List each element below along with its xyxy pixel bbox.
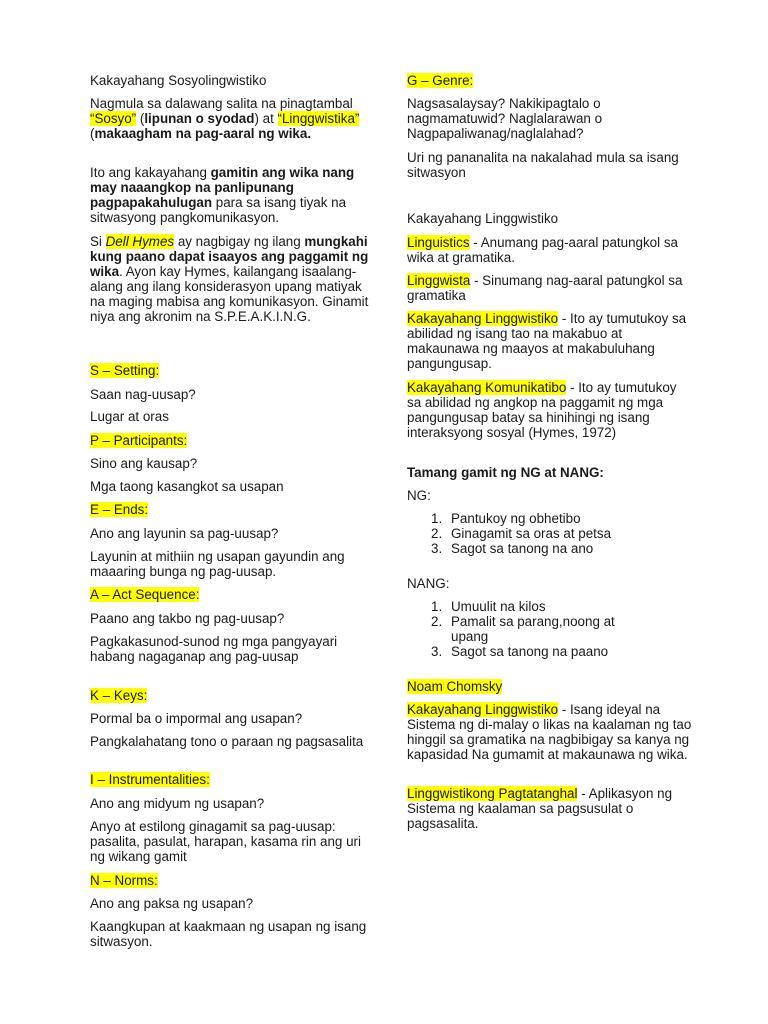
hymes-paragraph: Si Dell Hymes ay nagbigay ng ilang mungkahi kung paano dapat isaayos ang paggamit ng wika. Ayon kay Hymes, kailangang isaalang-alang ang ilang konsiderasyon upang matiyak na maging mabisa ang komunikasyon. Ginamit niya ang akronim na S.P.E.A.K.I.N.G. <box>90 234 369 324</box>
pagtatanghal-definition: Linggwistikong Pagtatanghal - Aplikasyon ng Sistema ng kaalaman sa pagsusulat o pagsasalita. <box>407 786 673 831</box>
act-sequence-heading: A – Act Sequence: <box>90 587 200 602</box>
norms-answer: Kaangkupan at kaakmaan ng usapan ng isang sitwasyon. <box>90 919 367 949</box>
participants-answer: Mga taong kasangkot sa usapan <box>90 479 284 494</box>
dell-hymes-highlight: Dell Hymes <box>105 234 175 249</box>
intro-paragraph: Nagmula sa dalawang salita na pinagtambal “Sosyo” (lipunan o syodad) at “Linggwistika” (makaagham na pag-aaral ng wika. <box>90 96 360 141</box>
linguistics-definition: Linguistics - Anumang pag-aaral patungkol sa wika at gramatika. <box>407 235 678 265</box>
list-item: 1. Pantukoy ng obhetibo <box>431 511 581 526</box>
norms-heading: N – Norms: <box>90 873 158 888</box>
genre-question: Nagsasalaysay? Nakikipagtalo o nagmamatuwid? Naglalarawan o Nagpapaliwanag/naglalahad? <box>407 96 603 141</box>
setting-question: Saan nag-uusap? <box>90 387 196 402</box>
genre-heading: G – Genre: <box>407 73 474 88</box>
chomsky-linggwistiko-definition: Kakayahang Linggwistiko - Isang ideyal na Sistema ng di-malay o likas na kaalaman ng tao hinggil sa gramatika na nagbibigay sa kanya ng kapasidad Na gumamit at makaunawa ng wika. <box>407 702 692 762</box>
list-item: 2. Pamalit sa parang,noong at upang <box>431 614 615 644</box>
sosyo-highlight: “Sosyo” <box>90 111 137 126</box>
instrumentalities-heading: I – Instrumentalities: <box>90 772 210 787</box>
setting-answer: Lugar at oras <box>90 409 169 424</box>
definition-paragraph: Ito ang kakayahang gamitin ang wika nang may naaangkop na panlipunang pagpapakahulugan para sa isang tiyak na sitwasyong pangkomunikasyon. <box>90 165 355 225</box>
kakayahang-komunikatibo-definition: Kakayahang Komunikatibo - Ito ay tumutukoy sa abilidad ng angkop na paggamit ng mga pangungusap batay sa hinihingi ng isang interaksyong sosyal (Hymes, 1972) <box>407 380 677 440</box>
list-item: 3. Sagot sa tanong na ano <box>431 541 594 556</box>
list-item: 1. Umuulit na kilos <box>431 599 546 614</box>
kakayahang-linggwistiko-definition: Kakayahang Linggwistiko - Ito ay tumutukoy sa abilidad ng isang tao na makabuo at makaunawa ng maayos at makabuluhang pangungusap. <box>407 311 687 371</box>
participants-question: Sino ang kausap? <box>90 456 198 471</box>
sosyolingwistiko-title: Kakayahang Sosyolingwistiko <box>90 73 267 88</box>
linggwistiko-title: Kakayahang Linggwistiko <box>407 211 559 226</box>
instrumentalities-answer: Anyo at estilong ginagamit sa pag-uusap: pasalita, pasulat, harapan, kasama rin ang uri ng wikang gamit <box>90 819 361 864</box>
instrumentalities-question: Ano ang midyum ng usapan? <box>90 796 265 811</box>
ends-answer: Layunin at mithiin ng usapan gayundin ang maaaring bunga ng pag-uusap. <box>90 549 345 579</box>
genre-answer: Uri ng pananalita na nakalahad mula sa isang sitwasyon <box>407 150 679 180</box>
list-item: 3. Sagot sa tanong na paano <box>431 644 609 659</box>
norms-question: Ano ang paksa ng usapan? <box>90 896 254 911</box>
ends-heading: E – Ends: <box>90 502 149 517</box>
keys-question: Pormal ba o impormal ang usapan? <box>90 711 303 726</box>
keys-heading: K – Keys: <box>90 688 148 703</box>
nang-list <box>431 599 651 659</box>
nang-label: NANG: <box>407 576 450 591</box>
keys-answer: Pangkalahatang tono o paraan ng pagsasalita <box>90 734 364 749</box>
linggwistika-highlight: “Linggwistika” <box>277 111 360 126</box>
linggwista-definition: Linggwista - Sinumang nag-aaral patungkol sa gramatika <box>407 273 683 303</box>
participants-heading: P – Participants: <box>90 433 188 448</box>
ng-list <box>431 511 691 556</box>
ng-label: NG: <box>407 488 431 503</box>
act-sequence-question: Paano ang takbo ng pag-uusap? <box>90 611 285 626</box>
chomsky-heading: Noam Chomsky <box>407 679 503 694</box>
act-sequence-answer: Pagkakasunod-sunod ng mga pangyayari habang nagaganap ang pag-uusap <box>90 634 338 664</box>
setting-heading: S – Setting: <box>90 363 160 378</box>
list-item: 2. Ginagamit sa oras at petsa <box>431 526 612 541</box>
ng-nang-title: Tamang gamit ng NG at NANG: <box>407 465 604 480</box>
ends-question: Ano ang layunin sa pag-uusap? <box>90 526 279 541</box>
